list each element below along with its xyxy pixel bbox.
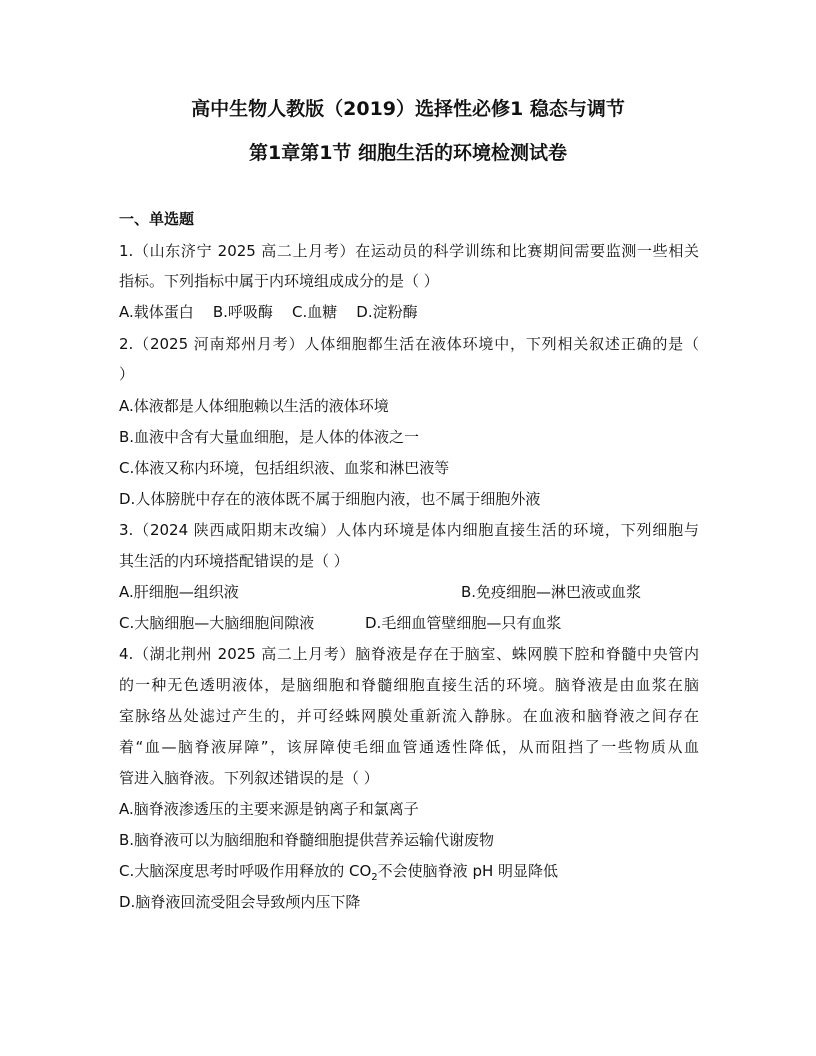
- question-4-stem-line-1: 4.（湖北荆州 2025 高二上月考）脑脊液是存在于脑室、蛛网膜下腔和脊髓中央管内: [119, 645, 699, 663]
- question-3-option-a: A.肝细胞—组织液: [119, 583, 239, 601]
- section-heading: 一、单选题: [119, 210, 195, 228]
- question-4-option-c-head: C.大脑深度思考时呼吸作用释放的 CO: [119, 862, 372, 880]
- document-title-line2: 第1章第1节 细胞生活的环境检测试卷: [248, 142, 568, 164]
- question-4-option-d: D.脑脊液回流受阻会导致颅内压下降: [119, 893, 361, 911]
- co2-subscript: 2: [371, 872, 378, 881]
- question-4-stem-line-5: 管进入脑脊液。下列叙述错误的是（ ）: [119, 769, 379, 787]
- question-2-stem-line-2: ）: [119, 365, 135, 383]
- question-4-stem-line-4: 着“血—脑脊液屏障”，该屏障使毛细血管通透性降低，从而阻挡了一些物质从血: [119, 738, 699, 756]
- question-1-stem-line-2: 指标。下列指标中属于内环境组成成分的是（ ）: [119, 272, 439, 290]
- question-4-option-c: [119, 861, 699, 881]
- question-4-stem-line-3: 室脉络丛处滤过产生的，并可经蛛网膜处重新流入静脉。在血液和脑脊液之间存在: [119, 707, 699, 725]
- question-1-options: A.载体蛋白 B.呼吸酶 C.血糖 D.淀粉酶: [119, 303, 418, 321]
- question-4-option-a: A.脑脊液渗透压的主要来源是钠离子和氯离子: [119, 800, 419, 818]
- question-2-option-b: B.血液中含有大量血细胞，是人体的体液之一: [119, 428, 420, 446]
- question-2-stem-line-1: 2.（2025 河南郑州月考）人体细胞都生活在液体环境中，下列相关叙述正确的是（: [119, 335, 699, 353]
- question-1-stem-line-1: 1.（山东济宁 2025 高二上月考）在运动员的科学训练和比赛期间需要监测一些相关: [119, 242, 699, 260]
- question-3-option-c: C.大脑细胞—大脑细胞间隙液: [119, 614, 315, 632]
- question-4-option-c-tail: 不会使脑脊液 pH 明显降低: [377, 862, 559, 880]
- question-4-stem-line-2: 的一种无色透明液体，是脑细胞和脊髓细胞直接生活的环境。脑脊液是由血浆在脑: [119, 676, 699, 694]
- question-2-option-d: D.人体膀胱中存在的液体既不属于细胞内液，也不属于细胞外液: [119, 490, 541, 508]
- question-3-option-b: B.免疫细胞—淋巴液或血浆: [461, 583, 642, 601]
- question-3-stem-line-2: 其生活的内环境搭配错误的是（ ）: [119, 552, 349, 570]
- question-3-stem-line-1: 3.（2024 陕西咸阳期末改编）人体内环境是体内细胞直接生活的环境，下列细胞与: [119, 521, 699, 539]
- question-4-option-b: B.脑脊液可以为脑细胞和脊髓细胞提供营养运输代谢废物: [119, 831, 495, 849]
- question-2-option-c: C.体液又称内环境，包括组织液、血浆和淋巴液等: [119, 459, 450, 477]
- question-3-option-d: D.毛细血管壁细胞—只有血浆: [365, 614, 562, 632]
- question-2-option-a: A.体液都是人体细胞赖以生活的液体环境: [119, 397, 389, 415]
- document-title-line1: 高中生物人教版（2019）选择性必修1 稳态与调节: [191, 98, 625, 120]
